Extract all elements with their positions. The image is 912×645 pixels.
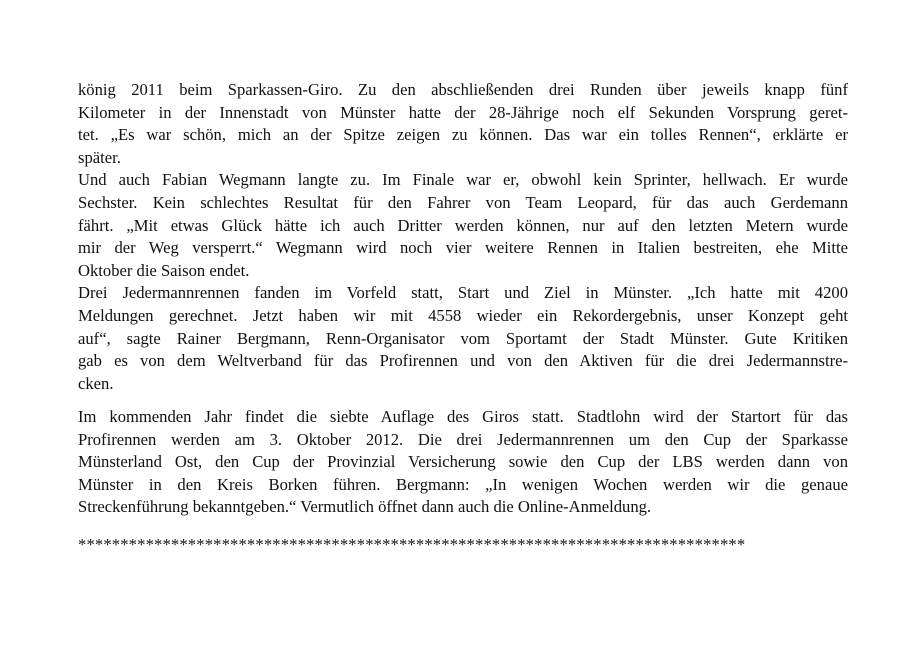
text-line: Im kommenden Jahr findet die siebte Auflage des Giros statt. Stadtlohn wird der Startort für das xyxy=(78,407,848,426)
text-line: Münster in den Kreis Borken führen. Bergmann: „In wenigen Wochen werden wir die genaue xyxy=(78,474,848,494)
text-line: Drei Jedermannrennen fanden im Vorfeld statt, Start und Ziel in Münster. „Ich hatte mit 4200 xyxy=(78,283,848,303)
text-line: Streckenführung bekanntgeben.“ Vermutlich öffnet dann auch die Online-Anmeldung. xyxy=(78,497,652,517)
text-line: Oktober die Saison endet. xyxy=(78,260,250,280)
text-line: könig 2011 beim Sparkassen-Giro. Zu den abschließenden drei Runden über jeweils knapp fünf xyxy=(78,80,848,99)
text-line: tet. „Es war schön, mich an der Spitze zeigen zu können. Das war ein tolles Rennen“, erklärte er xyxy=(78,125,848,145)
text-line: Profirennen werden am 3. Oktober 2012. Die drei Jedermannrennen um den Cup der Sparkasse xyxy=(78,429,848,449)
text-line: fährt. „Mit etwas Glück hätte ich auch Dritter werden können, nur auf den letzten Metern wurde xyxy=(78,215,848,235)
text-line: Kilometer in der Innenstadt von Münster hatte der 28-Jährige noch elf Sekunden Vorsprung geret- xyxy=(78,102,848,122)
article-paragraph-1 xyxy=(78,79,848,395)
text-line: Sechster. Kein schlechtes Resultat für den Fahrer von Team Leopard, für das auch Gerdemann xyxy=(78,192,848,212)
text-line: cken. xyxy=(78,373,114,393)
text-line: später. xyxy=(78,147,121,167)
text-line: Meldungen gerechnet. Jetzt haben wir mit 4558 wieder ein Rekordergebnis, unser Konzept geht xyxy=(78,305,848,325)
text-line: Und auch Fabian Wegmann langte zu. Im Finale war er, obwohl kein Sprinter, hellwach. Er wurde xyxy=(78,170,848,190)
text-line: mir der Weg versperrt.“ Wegmann wird noch vier weitere Rennen in Italien bestreiten, ehe Mitte xyxy=(78,238,848,258)
text-line: gab es von dem Weltverband für das Profirennen und von den Aktiven für die drei Jedermannstre- xyxy=(78,351,848,371)
asterisk-separator: ******************************************************************************* xyxy=(78,535,746,554)
text-line: Münsterland Ost, den Cup der Provinzial Versicherung sowie den Cup der LBS werden dann von xyxy=(78,452,848,472)
article-paragraph-2 xyxy=(78,406,848,519)
text-line: auf“, sagte Rainer Bergmann, Renn-Organisator vom Sportamt der Stadt Münster. Gute Kritiken xyxy=(78,328,848,348)
separator-block xyxy=(78,534,848,557)
